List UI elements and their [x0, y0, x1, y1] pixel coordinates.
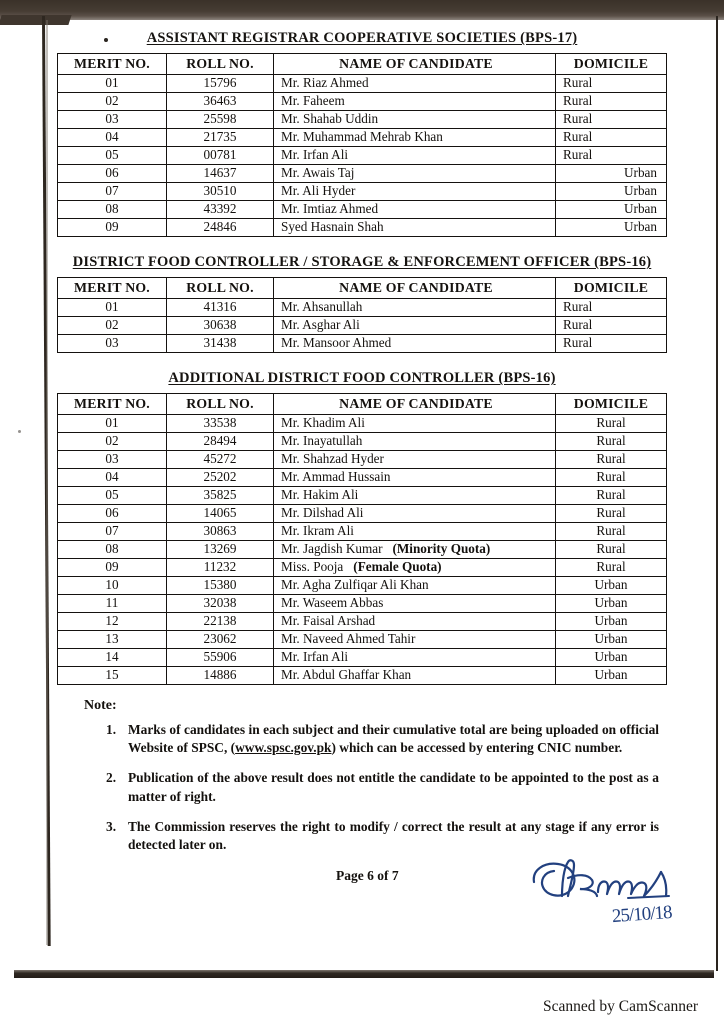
- table-row: [58, 433, 667, 451]
- table-row: [58, 451, 667, 469]
- candidate-name-text: Mr. Awais Taj: [281, 165, 355, 181]
- table-row: [58, 595, 667, 613]
- candidate-name-text: Mr. Riaz Ahmed: [281, 75, 369, 91]
- cell-merit-no: 03: [58, 451, 167, 469]
- cell-roll-no: 15380: [167, 577, 274, 595]
- cell-merit-no: 10: [58, 577, 167, 595]
- column-header-merit-no: MERIT NO.: [58, 394, 167, 415]
- quota-annotation: (Minority Quota): [392, 541, 491, 557]
- cell-roll-no: 36463: [167, 93, 274, 111]
- cell-merit-no: 03: [58, 111, 167, 129]
- table-row: [58, 559, 667, 577]
- table-header-row: [58, 278, 667, 299]
- column-header-name: NAME OF CANDIDATE: [274, 394, 556, 415]
- cell-roll-no: 31438: [167, 335, 274, 353]
- cell-merit-no: 09: [58, 559, 167, 577]
- table-row: [58, 183, 667, 201]
- note-number: 1.: [106, 722, 117, 737]
- note-item: [106, 818, 659, 854]
- signature-date: 25/10/18: [611, 901, 673, 928]
- cell-domicile: Rural: [556, 415, 667, 433]
- cell-roll-no: 41316: [167, 299, 274, 317]
- cell-merit-no: 05: [58, 147, 167, 165]
- cell-merit-no: 11: [58, 595, 167, 613]
- column-header-merit-no: MERIT NO.: [58, 54, 167, 75]
- cell-roll-no: 30863: [167, 523, 274, 541]
- cell-merit-no: 04: [58, 129, 167, 147]
- cell-roll-no: 15796: [167, 75, 274, 93]
- section-title: ASSISTANT REGISTRAR COOPERATIVE SOCIETIES (BPS-17): [146, 30, 578, 46]
- note-text-before: The Commission reserves the right to modify / correct the result at any stage if any error is detected later on.: [128, 818, 659, 853]
- table-header-row: [58, 54, 667, 75]
- cell-roll-no: 28494: [167, 433, 274, 451]
- cell-merit-no: 13: [58, 631, 167, 649]
- cell-domicile: Rural: [556, 433, 667, 451]
- table-row: [58, 335, 667, 353]
- candidate-name-text: Syed Hasnain Shah: [281, 219, 384, 235]
- cell-domicile: Urban: [556, 577, 667, 595]
- note-text-before: Marks of candidates in each subject and their cumulative total are being uploaded on official Website of SPSC, (: [128, 722, 659, 756]
- cell-roll-no: 25598: [167, 111, 274, 129]
- candidate-name-text: Mr. Irfan Ali: [281, 649, 349, 665]
- cell-roll-no: 14886: [167, 667, 274, 685]
- cell-candidate-name: [274, 317, 556, 335]
- cell-candidate-name: [274, 129, 556, 147]
- candidate-name-text: Mr. Irfan Ali: [281, 147, 349, 163]
- cell-candidate-name: [274, 541, 556, 559]
- cell-candidate-name: [274, 631, 556, 649]
- table-row: [58, 613, 667, 631]
- candidate-name-text: Mr. Imtiaz Ahmed: [281, 201, 379, 217]
- candidate-name-text: Mr. Faisal Arshad: [281, 613, 376, 629]
- quota-annotation: (Female Quota): [353, 559, 442, 575]
- candidate-name-text: Mr. Ali Hyder: [281, 183, 356, 199]
- cell-domicile: Rural: [556, 93, 667, 111]
- cell-domicile: Rural: [556, 523, 667, 541]
- table-row: [58, 523, 667, 541]
- cell-candidate-name: [274, 523, 556, 541]
- cell-domicile: Urban: [556, 201, 667, 219]
- section-title: ADDITIONAL DISTRICT FOOD CONTROLLER (BPS-16): [168, 370, 556, 386]
- cell-candidate-name: [274, 219, 556, 237]
- cell-merit-no: 06: [58, 505, 167, 523]
- table-row: [58, 415, 667, 433]
- cell-roll-no: 00781: [167, 147, 274, 165]
- cell-candidate-name: [274, 93, 556, 111]
- cell-candidate-name: [274, 183, 556, 201]
- cell-candidate-name: [274, 613, 556, 631]
- cell-merit-no: 14: [58, 649, 167, 667]
- column-header-domicile: DOMICILE: [556, 278, 667, 299]
- cell-domicile: Rural: [556, 541, 667, 559]
- cell-domicile: Urban: [556, 631, 667, 649]
- cell-merit-no: 08: [58, 541, 167, 559]
- cell-candidate-name: [274, 649, 556, 667]
- merit-sections: [0, 30, 724, 685]
- table-row: [58, 317, 667, 335]
- cell-domicile: Rural: [556, 487, 667, 505]
- cell-candidate-name: [274, 165, 556, 183]
- notes-list: [84, 721, 659, 854]
- cell-merit-no: 01: [58, 299, 167, 317]
- candidate-name-text: Mr. Dilshad Ali: [281, 505, 364, 521]
- cell-domicile: Urban: [556, 667, 667, 685]
- table-row: [58, 649, 667, 667]
- cell-candidate-name: [274, 505, 556, 523]
- cell-candidate-name: [274, 147, 556, 165]
- cell-merit-no: 08: [58, 201, 167, 219]
- table-row: [58, 667, 667, 685]
- cell-domicile: Rural: [556, 75, 667, 93]
- cell-merit-no: 12: [58, 613, 167, 631]
- cell-merit-no: 01: [58, 75, 167, 93]
- cell-merit-no: 02: [58, 433, 167, 451]
- note-item: [106, 721, 659, 757]
- candidate-name-text: Mr. Inayatullah: [281, 433, 363, 449]
- cell-merit-no: 05: [58, 487, 167, 505]
- table-row: [58, 487, 667, 505]
- cell-domicile: Rural: [556, 299, 667, 317]
- cell-domicile: Rural: [556, 111, 667, 129]
- table-row: [58, 201, 667, 219]
- cell-merit-no: 15: [58, 667, 167, 685]
- table-row: [58, 577, 667, 595]
- candidate-name-text: Mr. Abdul Ghaffar Khan: [281, 667, 412, 683]
- cell-roll-no: 23062: [167, 631, 274, 649]
- candidate-name-text: Mr. Khadim Ali: [281, 415, 365, 431]
- section-title: DISTRICT FOOD CONTROLLER / STORAGE & ENFORCEMENT OFFICER (BPS-16): [72, 254, 652, 270]
- cell-roll-no: 30510: [167, 183, 274, 201]
- candidate-name-text: Mr. Jagdish Kumar: [281, 541, 383, 557]
- cell-domicile: Rural: [556, 451, 667, 469]
- cell-roll-no: 55906: [167, 649, 274, 667]
- table-row: [58, 541, 667, 559]
- cell-roll-no: 21735: [167, 129, 274, 147]
- note-number: 2.: [106, 770, 117, 786]
- cell-domicile: Rural: [556, 335, 667, 353]
- merit-table: [57, 277, 667, 353]
- page-number: Page 6 of 7: [336, 868, 399, 883]
- cell-roll-no: 22138: [167, 613, 274, 631]
- cell-merit-no: 09: [58, 219, 167, 237]
- cell-candidate-name: [274, 201, 556, 219]
- cell-domicile: Urban: [556, 183, 667, 201]
- cell-roll-no: 30638: [167, 317, 274, 335]
- cell-merit-no: 06: [58, 165, 167, 183]
- candidate-name-text: Mr. Faheem: [281, 93, 345, 109]
- scan-bottom-edge-artifact: [14, 970, 714, 978]
- cell-domicile: Urban: [556, 649, 667, 667]
- cell-candidate-name: [274, 111, 556, 129]
- cell-merit-no: 04: [58, 469, 167, 487]
- column-header-roll-no: ROLL NO.: [167, 54, 274, 75]
- cell-roll-no: 14065: [167, 505, 274, 523]
- table-row: [58, 93, 667, 111]
- cell-roll-no: 24846: [167, 219, 274, 237]
- cell-domicile: Rural: [556, 317, 667, 335]
- candidate-name-text: Mr. Asghar Ali: [281, 317, 360, 333]
- table-row: [58, 299, 667, 317]
- cell-merit-no: 07: [58, 183, 167, 201]
- cell-domicile: Urban: [556, 613, 667, 631]
- candidate-name-text: Miss. Pooja: [281, 559, 344, 575]
- table-row: [58, 147, 667, 165]
- table-row: [58, 469, 667, 487]
- cell-roll-no: 11232: [167, 559, 274, 577]
- cell-candidate-name: [274, 487, 556, 505]
- cell-roll-no: 33538: [167, 415, 274, 433]
- candidate-name-text: Mr. Naveed Ahmed Tahir: [281, 631, 416, 647]
- column-header-domicile: DOMICILE: [556, 54, 667, 75]
- cell-candidate-name: [274, 559, 556, 577]
- cell-candidate-name: [274, 335, 556, 353]
- cell-domicile: Rural: [556, 147, 667, 165]
- note-number: 3.: [106, 818, 117, 834]
- candidate-name-text: Mr. Waseem Abbas: [281, 595, 384, 611]
- table-row: [58, 75, 667, 93]
- cell-domicile: Rural: [556, 469, 667, 487]
- column-header-domicile: DOMICILE: [556, 394, 667, 415]
- cell-candidate-name: [274, 433, 556, 451]
- cell-candidate-name: [274, 415, 556, 433]
- candidate-name-text: Mr. Ammad Hussain: [281, 469, 391, 485]
- cell-domicile: Urban: [556, 595, 667, 613]
- cell-merit-no: 01: [58, 415, 167, 433]
- cell-roll-no: 25202: [167, 469, 274, 487]
- table-row: [58, 631, 667, 649]
- note-text: [128, 818, 659, 854]
- cell-merit-no: 02: [58, 317, 167, 335]
- candidate-name-text: Mr. Ahsanullah: [281, 299, 363, 315]
- note-text-after: ) which can be accessed by entering CNIC number.: [331, 740, 623, 756]
- notes-section: [84, 698, 659, 854]
- merit-table: [57, 393, 667, 685]
- cell-candidate-name: [274, 469, 556, 487]
- cell-candidate-name: [274, 299, 556, 317]
- cell-domicile: Urban: [556, 219, 667, 237]
- cell-candidate-name: [274, 75, 556, 93]
- note-item: [106, 769, 659, 805]
- cell-candidate-name: [274, 595, 556, 613]
- column-header-roll-no: ROLL NO.: [167, 278, 274, 299]
- table-row: [58, 165, 667, 183]
- cell-roll-no: 35825: [167, 487, 274, 505]
- candidate-name-text: Mr. Mansoor Ahmed: [281, 335, 392, 351]
- cell-roll-no: 14637: [167, 165, 274, 183]
- table-row: [58, 219, 667, 237]
- candidate-name-text: Mr. Shahab Uddin: [281, 111, 379, 127]
- merit-table: [57, 53, 667, 237]
- candidate-name-text: Mr. Shahzad Hyder: [281, 451, 384, 467]
- candidate-name-text: Mr. Ikram Ali: [281, 523, 354, 539]
- notes-heading: Note:: [84, 698, 117, 713]
- column-header-merit-no: MERIT NO.: [58, 278, 167, 299]
- cell-roll-no: 45272: [167, 451, 274, 469]
- cell-domicile: Urban: [556, 165, 667, 183]
- column-header-roll-no: ROLL NO.: [167, 394, 274, 415]
- spsc-website-link[interactable]: www.spsc.gov.pk: [235, 740, 332, 756]
- cell-merit-no: 03: [58, 335, 167, 353]
- note-text-before: Publication of the above result does not entitle the candidate to be appointed to the post as a matter of right.: [128, 770, 659, 804]
- cell-domicile: Rural: [556, 129, 667, 147]
- cell-domicile: Rural: [556, 505, 667, 523]
- candidate-name-text: Mr. Muhammad Mehrab Khan: [281, 129, 443, 145]
- cell-domicile: Rural: [556, 559, 667, 577]
- cell-merit-no: 02: [58, 93, 167, 111]
- table-row: [58, 129, 667, 147]
- camscanner-watermark: Scanned by CamScanner: [543, 998, 698, 1015]
- cell-roll-no: 43392: [167, 201, 274, 219]
- candidate-name-text: Mr. Hakim Ali: [281, 487, 359, 503]
- column-header-name: NAME OF CANDIDATE: [274, 54, 556, 75]
- cell-roll-no: 13269: [167, 541, 274, 559]
- table-row: [58, 111, 667, 129]
- cell-candidate-name: [274, 577, 556, 595]
- cell-candidate-name: [274, 451, 556, 469]
- column-header-name: NAME OF CANDIDATE: [274, 278, 556, 299]
- table-header-row: [58, 394, 667, 415]
- note-text: [128, 769, 659, 805]
- cell-merit-no: 07: [58, 523, 167, 541]
- cell-roll-no: 32038: [167, 595, 274, 613]
- note-text: [128, 721, 659, 757]
- table-row: [58, 505, 667, 523]
- cell-candidate-name: [274, 667, 556, 685]
- candidate-name-text: Mr. Agha Zulfiqar Ali Khan: [281, 577, 429, 593]
